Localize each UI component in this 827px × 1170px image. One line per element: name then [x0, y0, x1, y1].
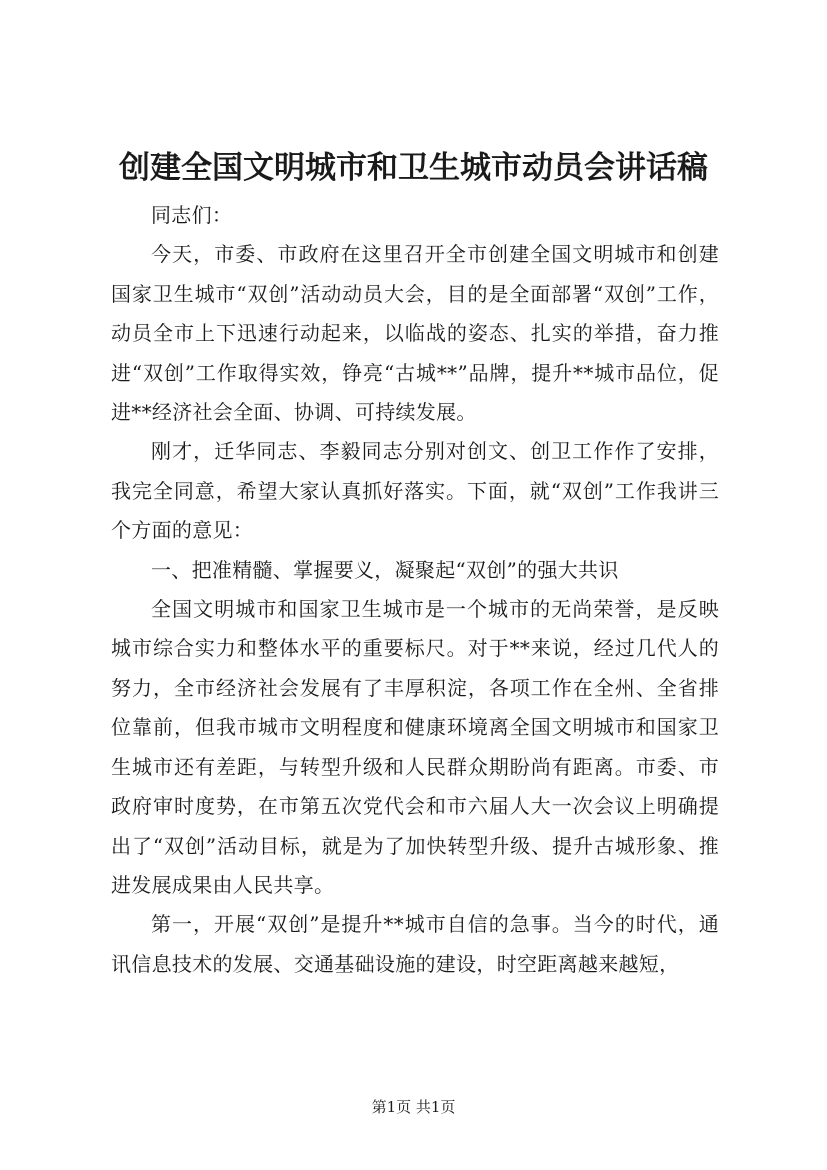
paragraph: 今天，市委、市政府在这里召开全市创建全国文明城市和创建国家卫生城市“双创”活动动员大会，目的是全面部署“双创”工作，动员全市上下迅速行动起来，以临战的姿态、扎实的举措，奋力推进“双创”工作取得实效，铮亮“古城**”品牌，提升**城市品位，促进**经济社会全面、协调、可持续发展。 — [111, 242, 719, 425]
section-heading: 一、把准精髓、掌握要义，凝聚起“双创”的强大共识 — [151, 557, 619, 582]
paragraph: 全国文明城市和国家卫生城市是一个城市的无尚荣誉，是反映城市综合实力和整体水平的重要标尺。对于**来说，经过几代人的努力，全市经济社会发展有了丰厚积淀，各项工作在全州、全省排位靠前，但我市城市文明程度和健康环境离全国文明城市和国家卫生城市还有差距，与转型升级和人民群众期盼尚有距离。市委、市政府审时度势，在市第五次党代会和市六届人大一次会议上明确提出了“双创”活动目标，就是为了加快转型升级、提升古城形象、推进发展成果由人民共享。 — [111, 597, 719, 897]
document-body — [111, 196, 719, 984]
document-title: 创建全国文明城市和卫生城市动员会讲话稿 — [119, 150, 708, 186]
paragraph: 第一，开展“双创”是提升**城市自信的急事。当今的时代，通讯信息技术的发展、交通基础设施的建设，时空距离越来越短， — [111, 912, 719, 976]
salutation: 同志们： — [151, 203, 233, 227]
page-footer: 第1页 共1页 — [371, 1098, 456, 1116]
paragraph: 刚才，迁华同志、李毅同志分别对创文、创卫工作作了安排，我完全同意，希望大家认真抓好落实。下面，就“双创”工作我讲三个方面的意见： — [111, 439, 719, 543]
